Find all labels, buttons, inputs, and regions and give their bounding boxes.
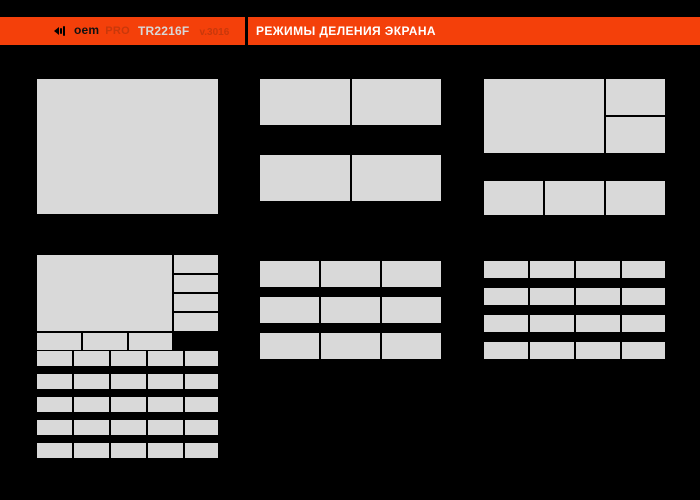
layout-cell [381,332,442,360]
layout-cell [184,419,219,436]
layout-cell [36,442,73,459]
page-title: РЕЖИМЫ ДЕЛЕНИЯ ЭКРАНА [256,24,436,38]
firmware-version: v.3016 [199,26,230,38]
layout-cell [621,314,666,333]
layout-1x1[interactable] [36,78,219,215]
layout-cell [73,419,110,436]
split-mode-options [0,45,700,500]
layout-4x4[interactable] [483,260,666,360]
layout-cell [259,260,320,288]
layout-cell [483,287,529,306]
layout-cell [147,373,184,390]
brand-suffix: PRO [105,25,131,37]
layout-cell [483,78,605,154]
layout-cell [529,341,575,360]
layout-cell [483,260,529,279]
layout-2x2[interactable] [259,78,442,225]
layout-cell [36,396,73,413]
layout-cell [36,419,73,436]
layout-cell [259,78,351,126]
layout-cell [36,350,73,367]
layout-cell [605,180,666,216]
device-model: TR2216F [138,24,190,38]
layout-cell [147,350,184,367]
layout-cell [605,116,666,154]
speaker-icon [54,25,68,37]
layout-cell [36,78,219,215]
layout-cell [173,293,219,312]
layout-cell [36,373,73,390]
layout-cell [36,254,173,332]
layout-cell [147,396,184,413]
layout-cell [73,373,110,390]
layout-cell [320,332,381,360]
layout-cell [110,419,147,436]
layout-cell [73,442,110,459]
layout-cell [147,442,184,459]
layout-5x5[interactable] [36,350,219,460]
layout-cell [483,180,544,216]
layout-cell [381,260,442,288]
layout-cell [381,296,442,324]
layout-cell [575,341,621,360]
layout-6-sidebar-bottom[interactable] [483,78,666,218]
layout-8-sidebar-bottom[interactable] [36,254,219,360]
layout-cell [184,373,219,390]
layout-cell [575,287,621,306]
brand-name: oem [74,23,100,37]
layout-cell [529,314,575,333]
layout-cell [621,341,666,360]
layout-cell [173,312,219,332]
layout-cell [351,154,442,202]
layout-cell [483,341,529,360]
layout-cell [110,373,147,390]
layout-cell [575,260,621,279]
layout-cell [320,260,381,288]
layout-cell [259,154,351,202]
page-title-bar [245,17,700,45]
layout-cell [110,442,147,459]
header-brand-area [0,17,245,45]
layout-cell [184,442,219,459]
layout-cell [110,396,147,413]
layout-cell [621,287,666,306]
layout-cell [320,296,381,324]
layout-cell [529,287,575,306]
layout-cell [259,296,320,324]
layout-cell [73,350,110,367]
layout-cell [184,350,219,367]
layout-cell [351,78,442,126]
layout-cell [110,350,147,367]
layout-cell [483,314,529,333]
layout-cell [173,274,219,293]
app-header [0,17,700,45]
layout-3x3[interactable] [259,260,442,360]
layout-cell [544,180,605,216]
layout-cell [173,254,219,274]
layout-cell [73,396,110,413]
layout-cell [259,332,320,360]
layout-cell [529,260,575,279]
layout-cell [575,314,621,333]
layout-cell [147,419,184,436]
layout-cell [605,78,666,116]
layout-cell [621,260,666,279]
layout-cell [184,396,219,413]
